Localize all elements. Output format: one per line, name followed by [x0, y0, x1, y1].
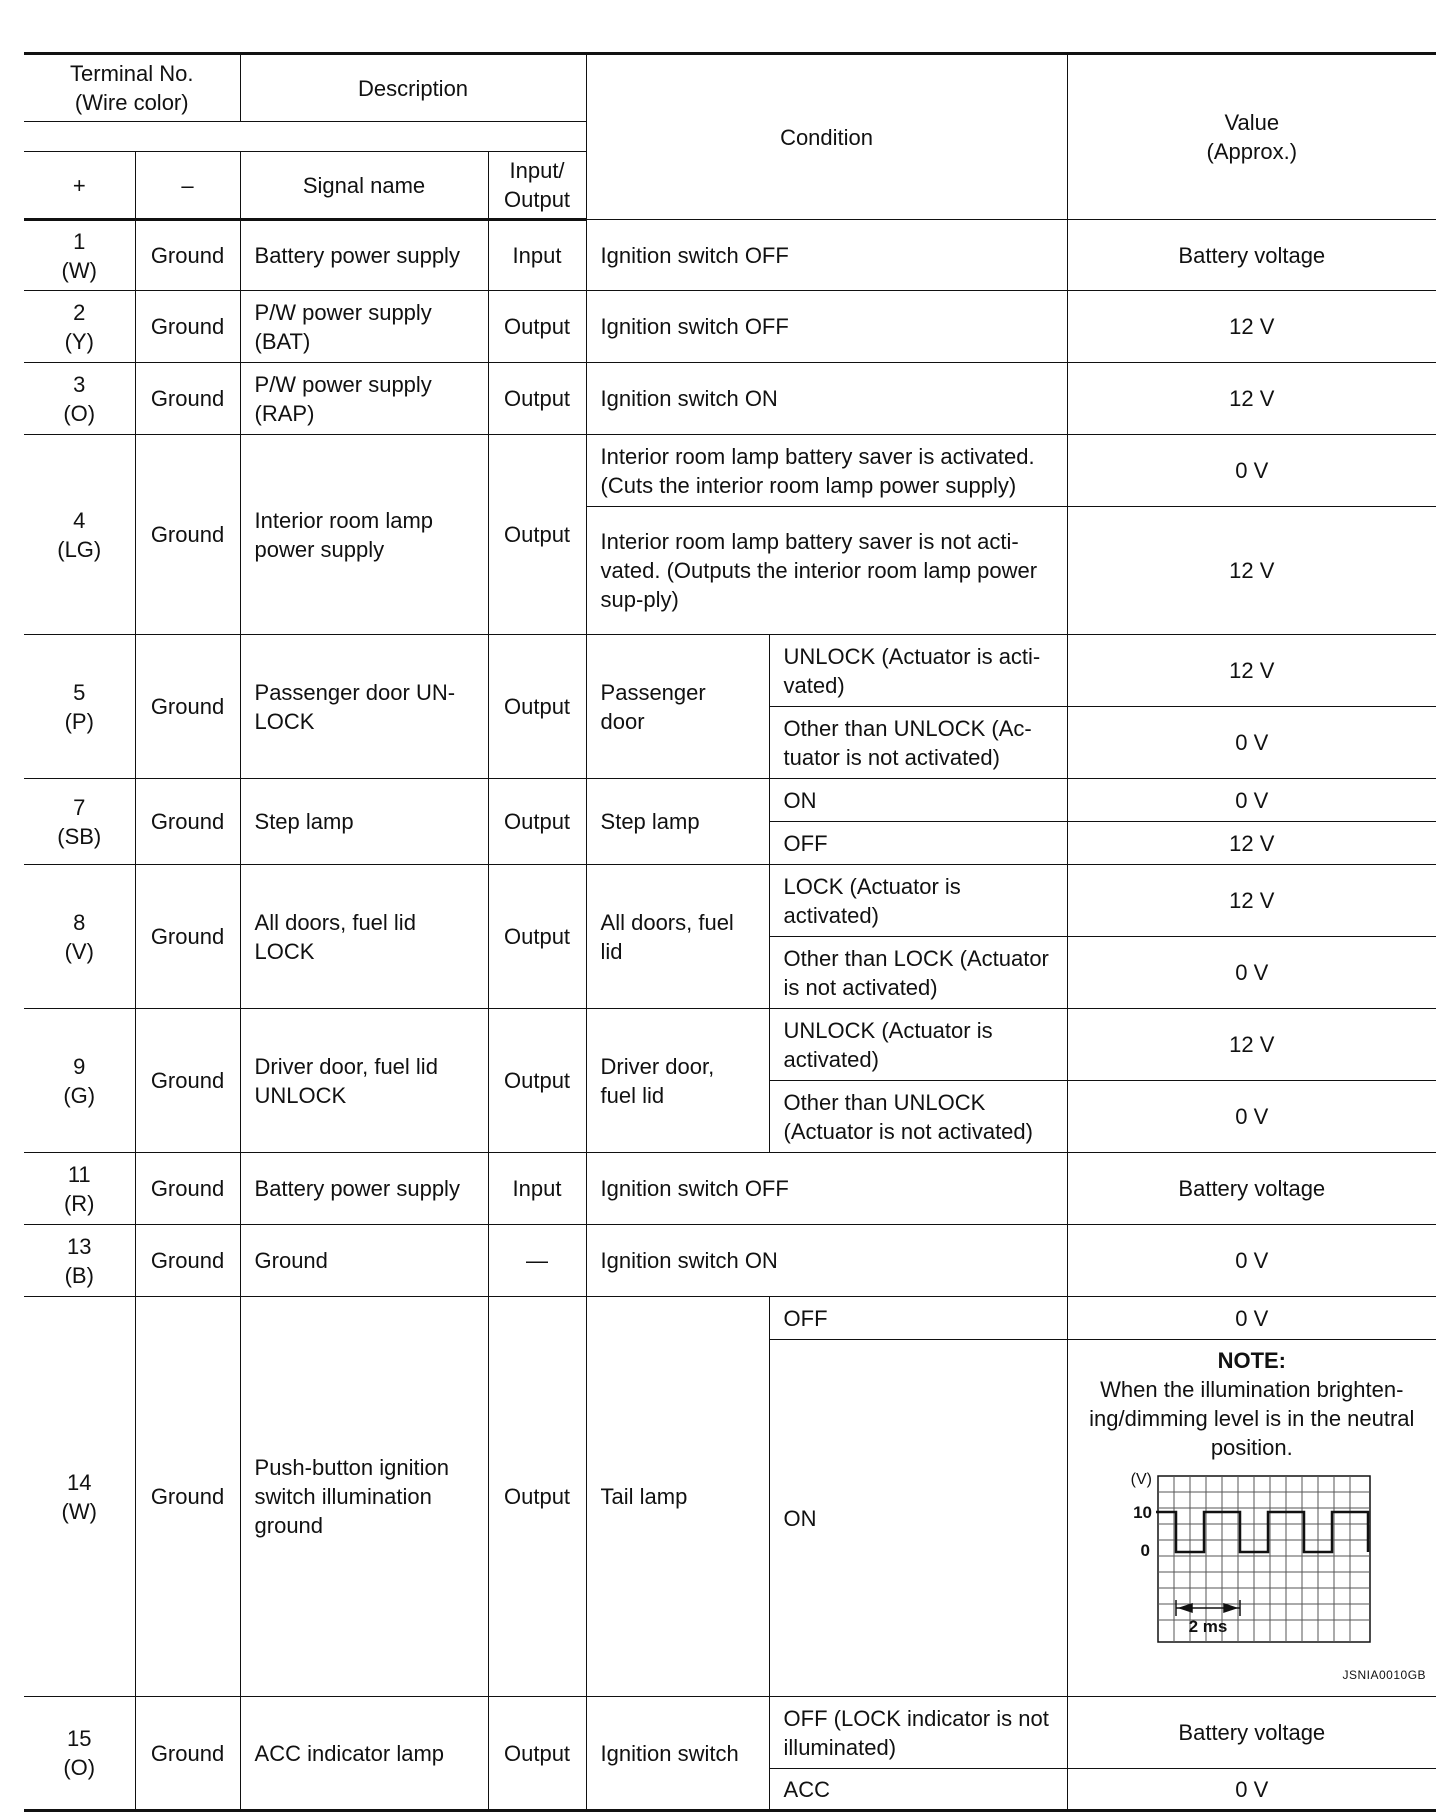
table-row	[24, 1697, 1436, 1769]
io-cell: Input	[488, 220, 586, 291]
header-value	[1067, 54, 1436, 220]
signal-name-cell: Interior room lamp power supply	[240, 435, 488, 635]
header-condition: Condition	[586, 54, 1067, 220]
io-cell: Output	[488, 779, 586, 865]
table-row	[24, 1297, 1436, 1340]
terminal-number: 7	[73, 794, 86, 820]
terminal-number: 14	[67, 1469, 92, 1495]
ground-cell: Ground	[135, 1297, 240, 1697]
value-cell: 12 V	[1067, 1009, 1436, 1081]
signal-name-cell: Passenger door UN-LOCK	[240, 635, 488, 779]
io-cell: Output	[488, 635, 586, 779]
sub-condition-cell: UNLOCK (Actuator is activated)	[769, 1009, 1067, 1081]
condition-cell: Interior room lamp battery saver is activated. (Cuts the interior room lamp power supply)	[586, 435, 1067, 507]
sub-condition-cell: ACC	[769, 1769, 1067, 1811]
condition-cell: Interior room lamp battery saver is not acti-vated. (Outputs the interior room lamp power sup-ply)	[586, 507, 1067, 635]
signal-name-cell: Push-button ignition switch illumination ground	[240, 1297, 488, 1697]
header-minus-sign: –	[135, 152, 240, 220]
sub-condition-cell: OFF	[769, 1297, 1067, 1340]
signal-name-cell: Step lamp	[240, 779, 488, 865]
terminal-cell	[24, 1297, 135, 1697]
terminal-cell	[24, 779, 135, 865]
table-row	[24, 1009, 1436, 1081]
terminal-number: 13	[67, 1233, 92, 1259]
condition-cell: Tail lamp	[586, 1297, 769, 1697]
sub-condition-cell: ON	[769, 1340, 1067, 1697]
sub-condition-cell: UNLOCK (Actuator is acti-vated)	[769, 635, 1067, 707]
value-cell: 0 V	[1067, 779, 1436, 822]
table-row	[24, 779, 1436, 822]
wire-color: (W)	[61, 257, 97, 283]
table-row	[24, 1153, 1436, 1225]
wire-color: (O)	[63, 1755, 96, 1780]
ground-cell: Ground	[135, 220, 240, 291]
ground-cell: Ground	[135, 1225, 240, 1297]
io-cell: Output	[488, 435, 586, 635]
wire-color: (LG)	[57, 536, 102, 562]
header-input-output: Input/ Output	[488, 152, 586, 220]
condition-cell: Ignition switch OFF	[586, 220, 1067, 291]
header-wire-color-label: (Wire color)	[74, 90, 189, 115]
value-cell: 0 V	[1067, 1769, 1436, 1811]
terminal-cell	[24, 435, 135, 635]
wire-color: (Y)	[64, 328, 94, 354]
terminal-number: 11	[67, 1161, 91, 1187]
io-cell: Input	[488, 1153, 586, 1225]
ground-cell: Ground	[135, 291, 240, 363]
value-cell: 0 V	[1067, 1081, 1436, 1153]
wire-color: (V)	[64, 938, 94, 964]
io-cell: Output	[488, 291, 586, 363]
table-row	[24, 291, 1436, 363]
wire-color: (W)	[61, 1498, 97, 1524]
io-cell: Output	[488, 1697, 586, 1811]
sub-condition-cell: ON	[769, 779, 1067, 822]
wave-unit-label: (V)	[1130, 1471, 1152, 1488]
value-cell: 0 V	[1067, 1297, 1436, 1340]
terminal-number: 5	[73, 679, 86, 705]
ground-cell: Ground	[135, 1153, 240, 1225]
value-cell: 12 V	[1067, 865, 1436, 937]
header-approx-label: (Approx.)	[1206, 139, 1298, 164]
signal-name-cell: ACC indicator lamp	[240, 1697, 488, 1811]
header-value-label: Value	[1224, 110, 1280, 135]
table-row	[24, 435, 1436, 507]
signal-name-cell: Battery power supply	[240, 1153, 488, 1225]
note-title: NOTE:	[1217, 1348, 1287, 1373]
value-cell: 12 V	[1067, 822, 1436, 865]
table-row	[24, 220, 1436, 291]
table-row	[24, 635, 1436, 707]
terminal-number: 4	[73, 507, 86, 533]
signal-name-cell: Ground	[240, 1225, 488, 1297]
sub-condition-cell: Other than UNLOCK (Actuator is not activated)	[769, 1081, 1067, 1153]
table-row	[24, 1225, 1436, 1297]
terminal-cell	[24, 1153, 135, 1225]
terminal-cell	[24, 1225, 135, 1297]
terminal-number: 1	[73, 228, 86, 254]
value-cell-note	[1067, 1340, 1436, 1697]
sub-condition-cell: OFF	[769, 822, 1067, 865]
waveform-figure	[1078, 1468, 1427, 1655]
sub-condition-cell: OFF (LOCK indicator is not illuminated)	[769, 1697, 1067, 1769]
io-cell: Output	[488, 363, 586, 435]
signal-name-cell: P/W power supply (BAT)	[240, 291, 488, 363]
value-cell: Battery voltage	[1067, 1153, 1436, 1225]
value-cell: Battery voltage	[1067, 1697, 1436, 1769]
io-cell: Output	[488, 1009, 586, 1153]
terminal-number: 8	[73, 909, 86, 935]
condition-cell: Ignition switch ON	[586, 1225, 1067, 1297]
terminal-cell	[24, 1009, 135, 1153]
io-cell: Output	[488, 865, 586, 1009]
table-row	[24, 363, 1436, 435]
terminal-table-page	[24, 52, 1436, 1812]
header-terminal-no	[24, 54, 240, 122]
value-cell: 12 V	[1067, 291, 1436, 363]
signal-name-cell: All doors, fuel lid LOCK	[240, 865, 488, 1009]
terminal-cell	[24, 1697, 135, 1811]
wire-color: (P)	[64, 708, 94, 734]
condition-cell: Ignition switch ON	[586, 363, 1067, 435]
header-signal-name: Signal name	[240, 152, 488, 220]
ground-cell: Ground	[135, 779, 240, 865]
signal-name-cell: Driver door, fuel lid UNLOCK	[240, 1009, 488, 1153]
waveform-svg	[1092, 1468, 1412, 1648]
header-terminal-no-label: Terminal No.	[70, 61, 194, 86]
wire-color: (B)	[64, 1262, 94, 1288]
wave-y-high-label: 10	[1132, 1503, 1152, 1522]
terminal-number: 9	[73, 1053, 86, 1079]
ground-cell: Ground	[135, 363, 240, 435]
terminal-number: 3	[73, 371, 86, 397]
value-cell: Battery voltage	[1067, 220, 1436, 291]
condition-cell: Passenger door	[586, 635, 769, 779]
ground-cell: Ground	[135, 865, 240, 1009]
ground-cell: Ground	[135, 435, 240, 635]
value-cell: 0 V	[1067, 707, 1436, 779]
condition-cell: Ignition switch OFF	[586, 1153, 1067, 1225]
ground-cell: Ground	[135, 1009, 240, 1153]
terminal-table	[24, 52, 1436, 1812]
value-cell: 12 V	[1067, 507, 1436, 635]
terminal-number: 15	[67, 1726, 92, 1751]
io-cell: Output	[488, 1297, 586, 1697]
terminal-cell	[24, 363, 135, 435]
wire-color: (SB)	[57, 823, 102, 849]
wave-time-label: 2 ms	[1188, 1617, 1228, 1636]
wave-time-arrow	[1176, 1600, 1240, 1616]
sub-condition-cell: LOCK (Actuator is activated)	[769, 865, 1067, 937]
value-cell: 0 V	[1067, 1225, 1436, 1297]
terminal-number: 2	[73, 299, 86, 325]
header-plus-sign: +	[24, 152, 135, 220]
figure-id: JSNIA0010GB	[1342, 1668, 1427, 1682]
terminal-cell	[24, 291, 135, 363]
ground-cell: Ground	[135, 1697, 240, 1811]
terminal-cell	[24, 635, 135, 779]
condition-cell: Step lamp	[586, 779, 769, 865]
wire-color: (O)	[63, 400, 96, 426]
table-row	[24, 865, 1436, 937]
condition-cell: All doors, fuel lid	[586, 865, 769, 1009]
terminal-cell	[24, 865, 135, 1009]
waveform-trace	[1156, 1512, 1368, 1552]
io-cell: —	[488, 1225, 586, 1297]
wave-y-low-label: 0	[1140, 1541, 1150, 1560]
condition-cell: Ignition switch	[586, 1697, 769, 1811]
value-cell: 0 V	[1067, 937, 1436, 1009]
value-cell: 12 V	[1067, 363, 1436, 435]
signal-name-cell: Battery power supply	[240, 220, 488, 291]
header-description: Description	[240, 54, 586, 122]
value-cell: 0 V	[1067, 435, 1436, 507]
signal-name-cell: P/W power supply (RAP)	[240, 363, 488, 435]
wire-color: (R)	[63, 1190, 95, 1216]
terminal-cell	[24, 220, 135, 291]
condition-cell: Ignition switch OFF	[586, 291, 1067, 363]
value-cell: 12 V	[1067, 635, 1436, 707]
wire-color: (G)	[63, 1082, 96, 1108]
sub-condition-cell: Other than UNLOCK (Ac-tuator is not activated)	[769, 707, 1067, 779]
note-text: When the illumination brighten-ing/dimming level is in the neutral position.	[1089, 1377, 1415, 1460]
condition-cell: Driver door, fuel lid	[586, 1009, 769, 1153]
ground-cell: Ground	[135, 635, 240, 779]
sub-condition-cell: Other than LOCK (Actuator is not activated)	[769, 937, 1067, 1009]
